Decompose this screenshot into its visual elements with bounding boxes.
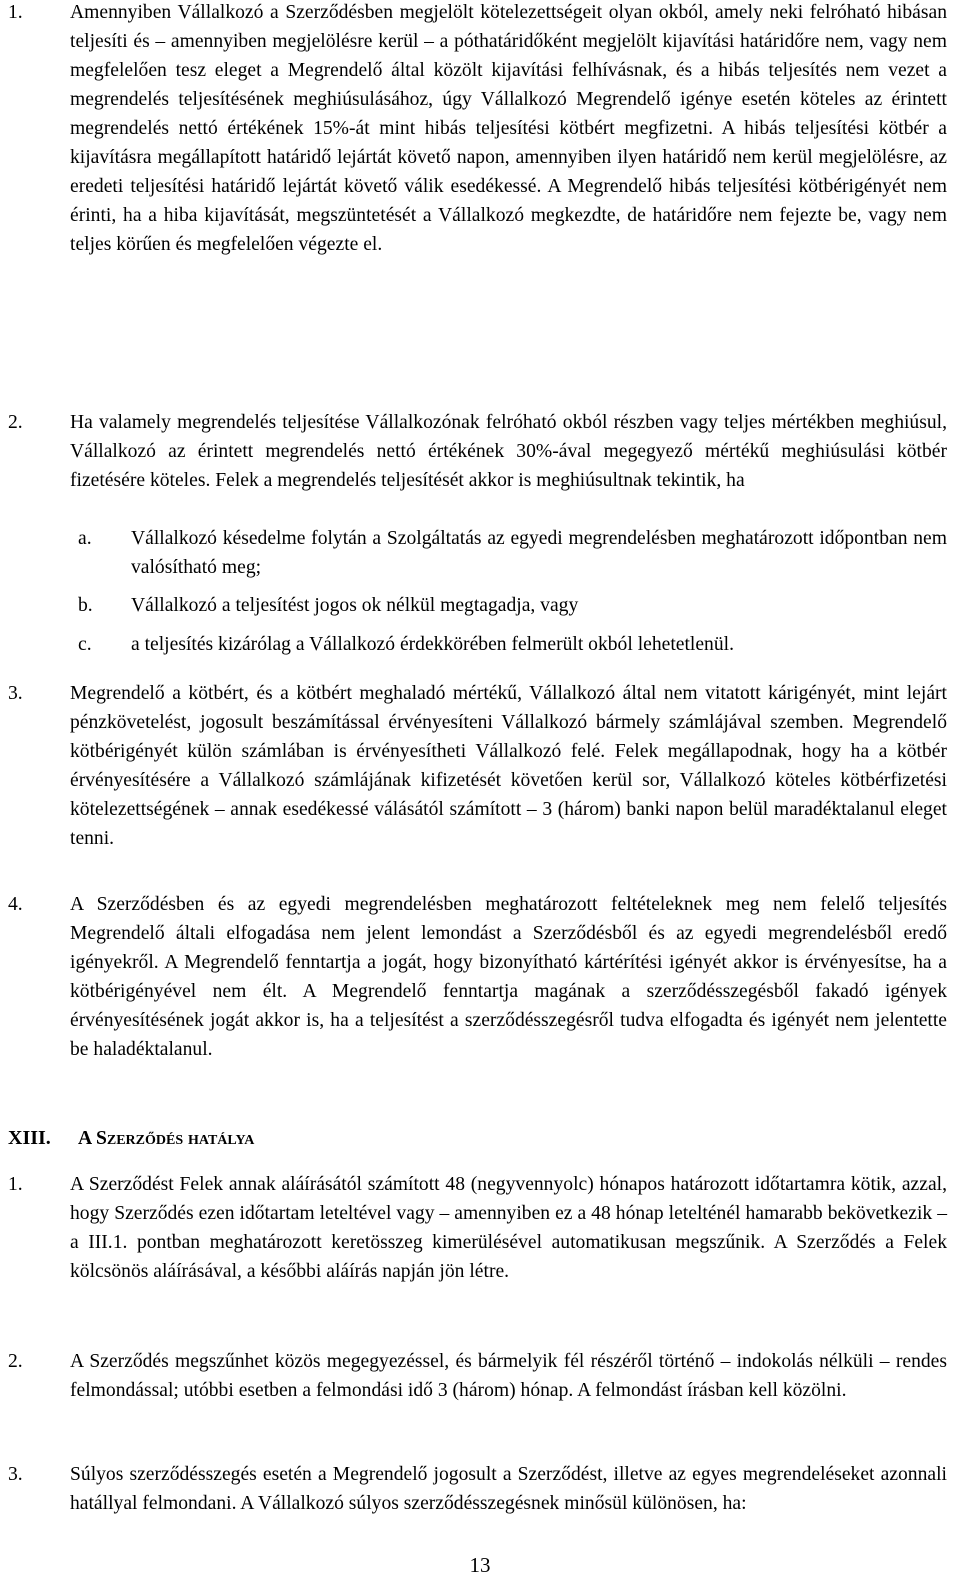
list-item: [0, 1347, 947, 1405]
sub-item-letter: c.: [78, 634, 92, 655]
sub-item-letter: a.: [78, 528, 92, 549]
section-heading: [8, 1124, 254, 1153]
item-number: 2.: [8, 412, 23, 433]
item-text: A Szerződést Felek annak aláírásától számított 48 (negyvennyolc) hónapos határozott időtartamra kötik, azzal, hogy Szerződés ezen időtartam leteltével vagy – amennyiben ez a 48 hónap letelténél hamarabb bekövetkezik – a III.1. pontban meghatározott keretösszeg kimerülésével automatikusan megszűnik. A Szerződés a Felek kölcsönös aláírásával, a későbbi aláírás napján jön létre.: [70, 1174, 947, 1282]
list-item: [0, 408, 947, 495]
sub-list-item: [70, 591, 947, 620]
list-item: [0, 1460, 947, 1518]
sub-item-text: a teljesítés kizárólag a Vállalkozó érdekkörében felmerült okból lehetetlenül.: [131, 634, 734, 655]
item-text: A Szerződésben és az egyedi megrendelésben meghatározott feltételeknek meg nem felelő teljesítés Megrendelő általi elfogadása nem jelent lemondást a Szerződésből és az egyedi megrendelésből eredő igényekről. A Megrendelő fenntartja a jogát, hogy bizonyítható kártérítési igényét akkor is érvényesítse, ha a kötbérigényével nem élt. A Megrendelő fenntartja magának a szerződésszegésből fakadó igények érvényesítésének jogát akkor is, ha a teljesítést a szerződésszegésről tudva elfogadta és igényét nem jelentette be haladéktalanul.: [70, 894, 947, 1060]
item-number: 1.: [8, 2, 23, 23]
sub-list-item: [70, 524, 947, 582]
sub-list-item: [70, 630, 947, 659]
list-item: [0, 890, 947, 1064]
list-item: [0, 0, 947, 259]
item-text: Megrendelő a kötbért, és a kötbért meghaladó mértékű, Vállalkozó által nem vitatott kárigényét, mint lejárt pénzkövetelést, jogosult beszámítással érvényesíteni Vállalkozó bármely számlájával szemben. Megrendelő kötbérigényét külön számlában is érvényesítheti Vállalkozó felé. Felek megállapodnak, hogy ha a kötbér érvényesítésére a Vállalkozó számlájának kifizetését követően kerül sor, Vállalkozó köteles kötbérfizetési kötelezettségének – annak esedékessé válásától számított – 3 (három) banki napon belül maradéktalanul eleget tenni.: [70, 683, 947, 849]
list-item: [0, 1170, 947, 1286]
item-text: Súlyos szerződésszegés esetén a Megrendelő jogosult a Szerződést, illetve az egyes megrendeléseket azonnali hatállyal felmondani. A Vállalkozó súlyos szerződésszegésnek minősül különösen, ha:: [70, 1464, 947, 1514]
item-number: 1.: [8, 1174, 23, 1195]
list-item: [0, 679, 947, 853]
sub-item-text: Vállalkozó késedelme folytán a Szolgáltatás az egyedi megrendelésben meghatározott időpontban nem valósítható meg;: [131, 528, 947, 578]
section-title: A Szerződés hatálya: [78, 1128, 255, 1149]
section-number: XIII.: [8, 1127, 51, 1149]
sub-item-letter: b.: [78, 595, 93, 616]
item-text: Amennyiben Vállalkozó a Szerződésben megjelölt kötelezettségeit olyan okból, amely neki felróható hibásan teljesíti és – amennyiben megjelölésre kerül – a póthatáridőként megjelölt kijavítási határidőre nem, vagy nem megfelelően tesz eleget a Megrendelő által közölt kijavítási felhívásnak, és a hibás teljesítés nem vezet a megrendelés teljesítésének meghiúsulásához, úgy Vállalkozó Megrendelő igénye esetén köteles az érintett megrendelés nettó értékének 15%-át mint hibás teljesítési kötbért megfizetni. A hibás teljesítési kötbér a kijavításra megállapított határidő lejártát követő napon, amennyiben ilyen határidő nem kerül megjelölésre, az eredeti teljesítési határidő lejártát követő válik esedékessé. A Megrendelő hibás teljesítési kötbérigényét nem érinti, ha a hiba kijavítását, megszüntetését a Vállalkozó megkezdte, de határidőre nem fejezte be, vagy nem teljes körűen és megfelelően végezte el.: [70, 2, 947, 255]
sub-item-text: Vállalkozó a teljesítést jogos ok nélkül megtagadja, vagy: [131, 595, 579, 616]
item-number: 3.: [8, 683, 23, 704]
item-number: 2.: [8, 1351, 23, 1372]
item-text: A Szerződés megszűnhet közös megegyezéssel, és bármelyik fél részéről történő – indokolás nélküli – rendes felmondással; utóbbi esetben a felmondási idő 3 (három) hónap. A felmondást írásban kell közölni.: [70, 1351, 947, 1401]
page-number: 13: [469, 1553, 491, 1577]
item-number: 4.: [8, 894, 23, 915]
item-number: 3.: [8, 1464, 23, 1485]
item-text: Ha valamely megrendelés teljesítése Vállalkozónak felróható okból részben vagy teljes mértékben meghiúsul, Vállalkozó az érintett megrendelés nettó értékének 30%-ával megegyező mértékű meghiúsulási kötbér fizetésére köteles. Felek a megrendelés teljesítését akkor is meghiúsultnak tekintik, ha: [70, 412, 947, 491]
